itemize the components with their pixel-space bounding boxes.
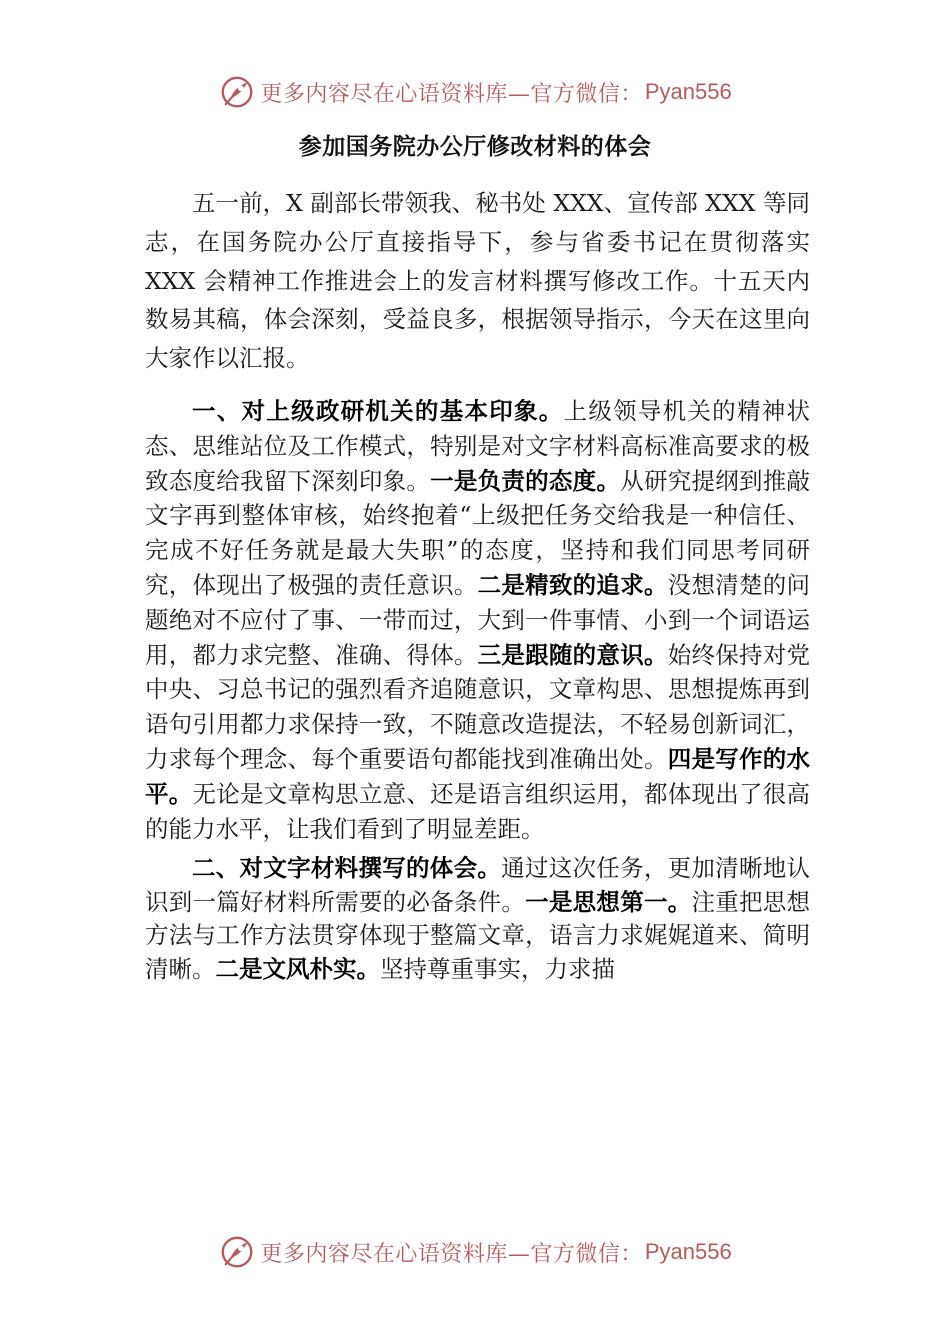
document-body <box>145 184 810 986</box>
bold-heading-run: 二是文风朴实。 <box>215 954 380 983</box>
bold-heading-run: 一、对上级政研机关的基本印象。 <box>192 396 564 425</box>
watermark-wechat-id: Pyan556 <box>644 79 732 104</box>
bold-heading-run: 一是负责的态度。 <box>430 466 621 495</box>
paragraph-intro <box>145 184 810 378</box>
bold-heading-run: 一是思想第一。 <box>525 887 692 916</box>
paragraph-writing-insights <box>145 852 810 986</box>
bold-heading-run: 四是写作的水平。 <box>145 744 810 808</box>
watermark-text: 更多内容尽在心语资料库—官方微信： <box>260 1241 643 1267</box>
rose-logo-icon <box>218 1233 256 1271</box>
bold-heading-run: 三是跟随的意识。 <box>477 640 668 669</box>
text-run: 五一前，X 副部长带领我、秘书处 XXX、宣传部 XXX 等同志，在国务院办公厅直接指导下，参与省委书记在贯彻落实 XXX 会精神工作推进会上的发言材料撰写修改工作。十五天内数易其稿，体会深刻，受益良多，根据领导指示，今天在这里向大家作以汇报。 <box>145 189 810 373</box>
document-title: 参加国务院办公厅修改材料的体会 <box>298 134 652 160</box>
text-run: 注重把思想方法与工作方法贯穿体现于整篇文章，语言力求娓娓道来、简明清晰。 <box>145 887 811 983</box>
bold-heading-run: 二、对文字材料撰写的体会。 <box>192 854 502 883</box>
header-watermark <box>0 70 950 114</box>
bold-heading-run: 二是精致的追求。 <box>477 570 668 599</box>
text-run: 坚持尊重事实，力求描 <box>380 954 615 983</box>
text-run: 无论是文章构思立意、还是语言组织运用，都体现出了很高的能力水平，让我们看到了明显差距。 <box>145 779 811 843</box>
rose-logo-icon <box>218 73 256 111</box>
text-run: 始终保持对党中央、习总书记的强烈看齐追随意识，文章构思、思想提炼再到语句引用都力求保持一致，不随意改造提法，不轻易创新词汇，力求每个理念、每个重要语句都能找到准确出处。 <box>145 640 811 773</box>
text-run: 上级领导机关的精神状态、思维站位及工作模式，特别是对文字材料高标准高要求的极致态度给我留下深刻印象。 <box>145 396 810 495</box>
paragraph-impressions <box>145 394 810 846</box>
text-run: 从研究提纲到推敲文字再到整体审核，始终抱着“上级把任务交给我是一种信任、完成不好任务就是最大失职”的态度，坚持和我们同思考同研究，体现出了极强的责任意识。 <box>145 466 811 599</box>
watermark-wechat-id: Pyan556 <box>644 1239 732 1264</box>
text-run: 通过这次任务，更加清晰地认识到一篇好材料所需要的必备条件。 <box>145 854 811 916</box>
text-run: 没想清楚的问题绝对不应付了事、一带而过，大到一件事情、小到一个词语运用，都力求完整、准确、得体。 <box>145 570 811 669</box>
watermark-text: 更多内容尽在心语资料库—官方微信： <box>260 81 643 107</box>
footer-watermark <box>0 1230 950 1274</box>
